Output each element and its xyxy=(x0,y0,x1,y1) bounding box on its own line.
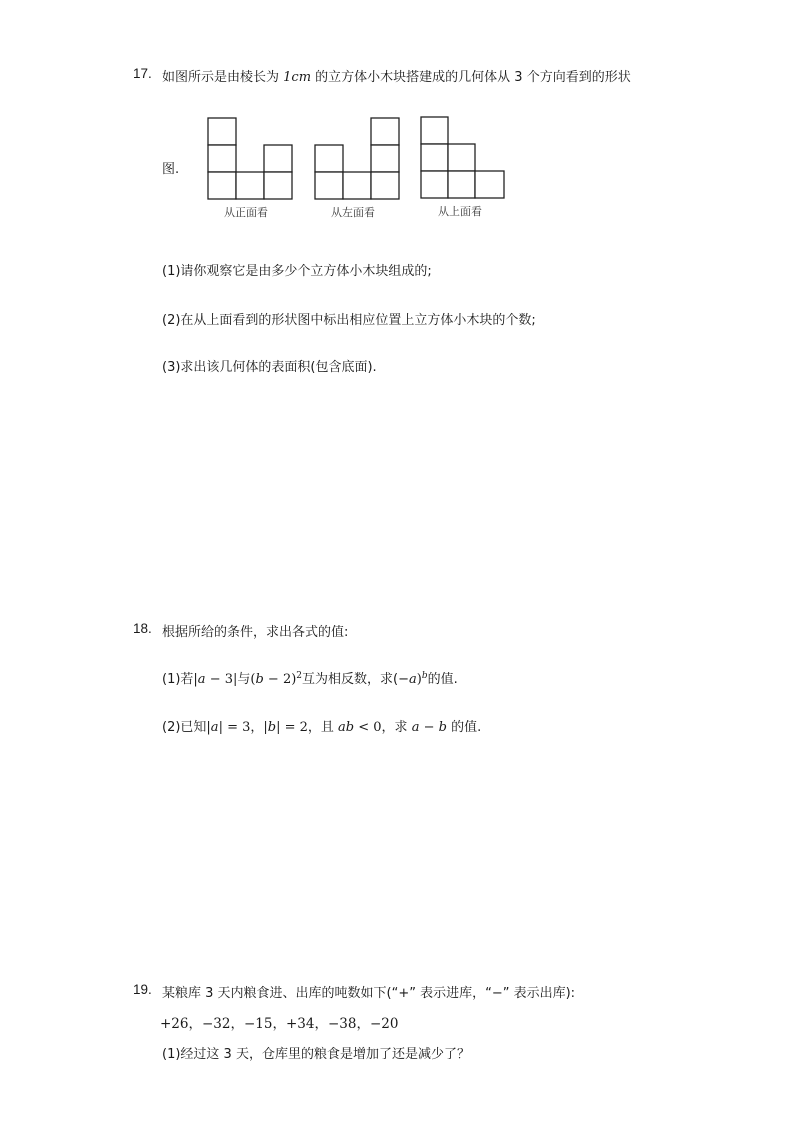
q18-stem: 根据所给的条件，求出各式的值: xyxy=(162,625,349,640)
text-run: (2)已知| xyxy=(162,720,211,735)
top-view-caption: 从上面看 xyxy=(438,205,482,218)
var-b: b xyxy=(255,672,264,687)
top-view-cell xyxy=(448,171,475,198)
front-view-cell xyxy=(208,145,236,172)
text-run: 的值. xyxy=(446,720,482,735)
q17-stem-part: 如图所示是由棱长为 xyxy=(162,70,284,85)
front-view-cell xyxy=(264,145,292,172)
left-view-figure xyxy=(314,117,400,201)
q18-number: 18. xyxy=(133,621,152,636)
var-a: a xyxy=(411,720,420,735)
top-view-cell xyxy=(421,171,448,198)
top-view-cell xyxy=(421,144,448,171)
left-view-cell xyxy=(371,118,399,145)
q17-sub2: (2)在从上面看到的形状图中标出相应位置上立方体小木块的个数; xyxy=(162,313,536,328)
front-view-cell xyxy=(208,172,236,199)
q18-sub2 xyxy=(162,716,481,735)
top-view-cell xyxy=(475,171,504,198)
var-b: b xyxy=(438,720,447,735)
text-run: − xyxy=(419,720,439,735)
exponent: b xyxy=(421,671,428,681)
top-view-cell xyxy=(421,117,448,144)
front-view-cell xyxy=(208,118,236,145)
top-view-cell xyxy=(448,144,475,171)
front-view-caption: 从正面看 xyxy=(224,206,268,219)
left-view-cell xyxy=(315,145,343,172)
front-view-cell xyxy=(264,172,292,199)
top-view-figure xyxy=(420,116,506,200)
q17-sub1: (1)请你观察它是由多少个立方体小木块组成的; xyxy=(162,264,432,279)
q17-sub3: (3)求出该几何体的表面积(包含底面). xyxy=(162,360,377,375)
q19-data-line: +26，−32，−15，+34，−38，−20 xyxy=(160,1016,399,1032)
q17-stem xyxy=(162,66,631,85)
left-view-caption: 从左面看 xyxy=(331,206,375,219)
front-view-figure xyxy=(207,117,293,201)
left-view-cell xyxy=(343,172,371,199)
q17-stem-tail: 图. xyxy=(162,162,180,177)
q17-stem-part: 的立方体小木块搭建成的几何体从 3 个方向看到的形状 xyxy=(311,70,631,85)
text-run: 互为相反数，求(− xyxy=(302,672,409,687)
exponent: 2 xyxy=(296,671,303,681)
text-run: ) xyxy=(416,672,422,687)
left-view-cell xyxy=(371,172,399,199)
q18-sub1 xyxy=(162,668,458,687)
q17-number: 17. xyxy=(133,66,152,81)
var-b: b xyxy=(267,720,277,735)
q19-sub1: (1)经过这 3 天，仓库里的粮食是增加了还是减少了？ xyxy=(162,1047,470,1062)
text-run: < 0，求 xyxy=(354,720,412,735)
text-run: 的值. xyxy=(427,672,458,687)
var-ab: ab xyxy=(338,720,355,735)
text-run: − 3|与( xyxy=(205,672,256,687)
left-view-cell xyxy=(315,172,343,199)
text-run: − 2) xyxy=(263,672,297,687)
text-run: | = 3，| xyxy=(218,720,268,735)
front-view-cell xyxy=(236,172,264,199)
text-run: (1)若| xyxy=(162,672,198,687)
var-a: a xyxy=(210,720,219,735)
text-run: | = 2，且 xyxy=(276,720,339,735)
left-view-cell xyxy=(371,145,399,172)
var-a: a xyxy=(197,672,206,687)
q19-stem: 某粮库 3 天内粮食进、出库的吨数如下(“+” 表示进库，“−” 表示出库): xyxy=(162,986,576,1001)
q17-edge-length: 1cm xyxy=(283,70,312,85)
var-a: a xyxy=(408,672,417,687)
q19-number: 19. xyxy=(133,982,152,997)
